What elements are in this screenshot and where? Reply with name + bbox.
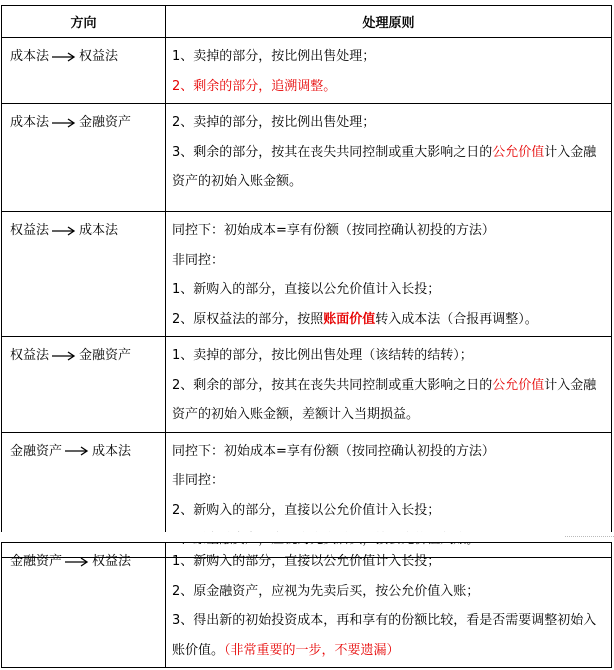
principle-line: [172, 108, 607, 138]
table-row: [2, 543, 612, 668]
direction-from: 成本法: [10, 49, 50, 64]
highlight-text: 账面价值: [323, 311, 376, 327]
header-direction: 方向: [2, 6, 166, 38]
principle-line: [172, 216, 607, 246]
table-header-row: [2, 6, 612, 38]
principle-text: 1、卖掉的部分，按比例出售处理（该结转的结转）；: [172, 348, 473, 363]
principle-cell: [166, 543, 612, 668]
direction-cell: [2, 543, 166, 668]
principle-text: 1、新购入的部分，直接以公允价值计入长投；: [172, 282, 441, 297]
principle-text: 2、原权益法的部分，按照: [172, 311, 324, 327]
principle-text: 非同控：: [172, 252, 225, 268]
conversion-table: [1, 5, 612, 558]
direction-from: 金融资产: [10, 443, 63, 459]
direction-from: 权益法: [10, 348, 50, 363]
principle-text: 转入成本法（合报再调整）。: [375, 311, 538, 327]
principle-text: 非同控：: [172, 473, 225, 488]
direction-to: 成本法: [79, 223, 119, 238]
principle-line: [172, 341, 607, 371]
principle-line: [172, 437, 607, 467]
arrow-right-icon: [65, 444, 89, 459]
principle-cell: [166, 212, 612, 337]
conversion-table-continued: [1, 542, 612, 668]
direction-to: 金融资产: [79, 115, 132, 130]
direction-cell: [2, 212, 166, 337]
principle-text: 计入金融资产的初始入账金额，差额计入当期损益。: [172, 377, 597, 422]
direction-to: 权益法: [79, 49, 119, 64]
header-principle: 处理原则: [166, 6, 612, 38]
direction-from: 成本法: [10, 115, 50, 130]
highlight-text: 公允价值: [492, 377, 545, 393]
direction-cell: [2, 38, 166, 104]
arrow-right-icon: [52, 223, 76, 238]
principle-cell: [166, 104, 612, 212]
highlight-text: 2、剩余的部分，追溯调整。: [172, 78, 337, 94]
principle-cell: [166, 38, 612, 104]
arrow-right-icon: [52, 348, 76, 363]
arrow-right-icon: [65, 554, 89, 569]
principle-line: [172, 138, 607, 197]
principle-text: 1、卖掉的部分，按比例出售处理；: [172, 49, 376, 64]
principle-line: [172, 496, 607, 526]
principle-line: [172, 371, 607, 430]
principle-line: [172, 246, 607, 276]
direction-from: 金融资产: [10, 554, 63, 569]
principle-line: [172, 305, 607, 335]
table-row: [2, 38, 612, 104]
principle-line: [172, 466, 607, 496]
principle-text: 2、原金融资产，应视为先卖后买，按公允价值入账；: [172, 583, 480, 599]
principle-text: 2、剩余的部分，按其在丧失共同控制或重大影响之日的: [172, 377, 493, 393]
direction-to: 金融资产: [79, 348, 132, 363]
direction-cell: [2, 104, 166, 212]
principle-text: 同控下：初始成本=享有份额（按同控确认初投的方法）: [172, 223, 495, 238]
principle-line: [172, 42, 607, 72]
direction-from: 权益法: [10, 223, 50, 238]
principle-text: 2、新购入的部分，直接以公允价值计入长投；: [172, 502, 441, 518]
principle-line: [172, 275, 607, 305]
table-row: [2, 212, 612, 337]
direction-to: 权益法: [92, 554, 132, 569]
highlight-text: （非常重要的一步，不要遗漏）: [224, 642, 400, 658]
table-row: [2, 337, 612, 433]
gap-divider: [565, 536, 614, 537]
arrow-right-icon: [52, 115, 76, 130]
arrow-right-icon: [52, 49, 76, 64]
principle-line: [172, 577, 607, 607]
principle-text: 3、剩余的部分，按其在丧失共同控制或重大影响之日的: [172, 144, 493, 160]
principle-text: 3、得出新的初始投资成本，再和享有的份额比较，看是否需要调整初始入账价值。: [172, 613, 597, 658]
table-gap: [0, 532, 614, 542]
principle-line: [172, 547, 607, 577]
principle-text: 2、卖掉的部分，按比例出售处理；: [172, 115, 376, 130]
principle-cell: [166, 337, 612, 433]
principle-line: [172, 72, 607, 102]
principle-line: [172, 606, 607, 665]
principle-text: 同控下：初始成本=享有份额（按同控确认初投的方法）: [172, 443, 495, 459]
table-row: [2, 104, 612, 212]
direction-cell: [2, 337, 166, 433]
principle-text: 1、新购入的部分，直接以公允价值计入长投；: [172, 554, 441, 569]
principle-text: 计入金融资产的初始入账金额。: [172, 144, 597, 189]
highlight-text: 公允价值: [492, 144, 545, 160]
direction-to: 成本法: [92, 443, 132, 459]
